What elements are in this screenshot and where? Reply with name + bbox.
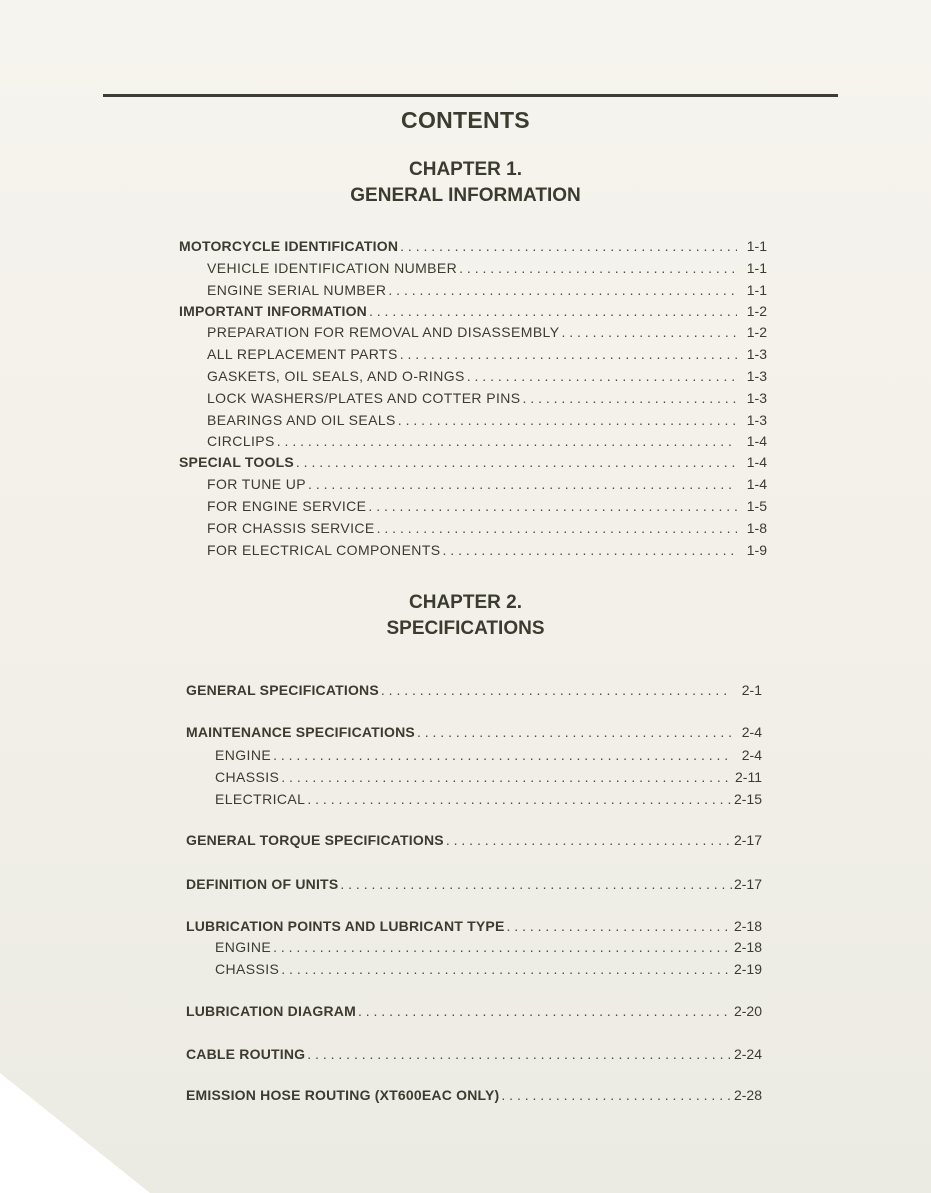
toc-entry — [207, 540, 767, 560]
dot-leader — [459, 258, 737, 278]
toc-entry-page: 2-17 — [733, 876, 762, 892]
toc-entry-label: ENGINE — [215, 939, 272, 955]
dot-leader — [561, 322, 737, 342]
toc-entry-page: 2-28 — [733, 1087, 762, 1103]
toc-entry — [179, 301, 767, 321]
toc-entry-page: 1-4 — [746, 454, 767, 470]
toc-entry — [207, 496, 767, 516]
toc-entry-label: FOR ENGINE SERVICE — [207, 498, 367, 514]
dot-leader — [501, 1085, 732, 1105]
toc-entry-label: CABLE ROUTING — [186, 1046, 306, 1062]
toc-entry-label: CHASSIS — [215, 961, 280, 977]
toc-entry — [207, 431, 767, 451]
dot-leader — [358, 1001, 732, 1021]
toc-entry-label: CHASSIS — [215, 769, 280, 785]
toc-entry-page: 2-4 — [741, 747, 762, 763]
dot-leader — [281, 767, 732, 787]
dot-leader — [507, 916, 732, 936]
dot-leader — [273, 745, 732, 765]
toc-entry-label: GENERAL TORQUE SPECIFICATIONS — [186, 832, 444, 848]
dot-leader — [369, 301, 737, 321]
dot-leader — [443, 540, 737, 560]
dot-leader — [377, 518, 737, 538]
dot-leader — [368, 496, 737, 516]
toc-entry-label: MAINTENANCE SPECIFICATIONS — [186, 724, 415, 740]
toc-entry-label: LOCK WASHERS/PLATES AND COTTER PINS — [207, 390, 521, 406]
dot-leader — [400, 236, 737, 256]
toc-entry-page: 2-15 — [733, 791, 762, 807]
toc-entry-label: FOR CHASSIS SERVICE — [207, 520, 375, 536]
toc-entry-label: BEARINGS AND OIL SEALS — [207, 412, 396, 428]
toc-entry-page: 1-9 — [746, 542, 767, 558]
toc-entry — [207, 474, 767, 494]
toc-entry — [215, 745, 762, 765]
toc-entry-label: LUBRICATION DIAGRAM — [186, 1003, 356, 1019]
toc-entry-label: SPECIAL TOOLS — [179, 454, 294, 470]
toc-entry — [215, 937, 762, 957]
toc-entry-page: 1-3 — [746, 368, 767, 384]
toc-entry-page: 2-18 — [733, 939, 762, 955]
toc-entry-label: GASKETS, OIL SEALS, AND O-RINGS — [207, 368, 465, 384]
dot-leader — [446, 830, 732, 850]
toc-entry — [186, 830, 762, 850]
toc-entry-page: 1-3 — [746, 412, 767, 428]
toc-entry-label: LUBRICATION POINTS AND LUBRICANT TYPE — [186, 918, 505, 934]
chapter-1-number: CHAPTER 1. — [409, 159, 522, 180]
toc-entry-page: 1-4 — [746, 433, 767, 449]
toc-entry — [186, 1044, 762, 1064]
dot-leader — [417, 722, 732, 742]
toc-entry-label: ENGINE — [215, 747, 272, 763]
toc-entry-label: FOR TUNE UP — [207, 476, 307, 492]
toc-entry — [207, 280, 767, 300]
toc-entry-page: 1-1 — [746, 260, 767, 276]
toc-entry-page: 1-3 — [746, 346, 767, 362]
toc-entry-label: CIRCLIPS — [207, 433, 275, 449]
toc-entry — [186, 680, 762, 700]
toc-entry — [207, 518, 767, 538]
chapter-2-title: SPECIFICATIONS — [386, 618, 545, 639]
toc-entry — [186, 722, 762, 742]
toc-entry-page: 1-2 — [746, 324, 767, 340]
dot-leader — [398, 410, 737, 430]
toc-entry — [186, 1001, 762, 1021]
dot-leader — [281, 959, 732, 979]
toc-entry-label: GENERAL SPECIFICATIONS — [186, 682, 379, 698]
toc-entry-label: ENGINE SERIAL NUMBER — [207, 282, 387, 298]
page-title: CONTENTS — [401, 107, 530, 133]
toc-entry — [179, 452, 767, 472]
toc-entry-page: 2-20 — [733, 1003, 762, 1019]
toc-entry — [186, 1085, 762, 1105]
dot-leader — [388, 280, 737, 300]
toc-entry-page: 2-19 — [733, 961, 762, 977]
toc-entry — [207, 258, 767, 278]
toc-entry-page: 1-1 — [746, 282, 767, 298]
toc-entry-page: 2-4 — [741, 724, 762, 740]
toc-entry-page: 1-1 — [746, 238, 767, 254]
toc-entry-label: ALL REPLACEMENT PARTS — [207, 346, 398, 362]
toc-entry — [215, 789, 762, 809]
toc-entry-page: 1-8 — [746, 520, 767, 536]
toc-entry-page: 2-1 — [741, 682, 762, 698]
toc-entry-label: IMPORTANT INFORMATION — [179, 303, 367, 319]
dot-leader — [277, 431, 737, 451]
toc-entry-label: PREPARATION FOR REMOVAL AND DISASSEMBLY — [207, 324, 560, 340]
toc-entry-label: EMISSION HOSE ROUTING (XT600EAC ONLY) — [186, 1087, 500, 1103]
toc-entry-label: DEFINITION OF UNITS — [186, 876, 339, 892]
toc-entry — [207, 366, 767, 386]
toc-entry-page: 2-17 — [733, 832, 762, 848]
dot-leader — [273, 937, 732, 957]
toc-entry-label: FOR ELECTRICAL COMPONENTS — [207, 542, 441, 558]
toc-entry — [207, 322, 767, 342]
toc-entry-page: 2-11 — [735, 769, 762, 785]
toc-entry-label: ELECTRICAL — [215, 791, 306, 807]
dot-leader — [523, 388, 737, 408]
toc-entry-label: MOTORCYCLE IDENTIFICATION — [179, 238, 399, 254]
toc-entry — [215, 767, 762, 787]
dot-leader — [467, 366, 737, 386]
toc-entry-page: 2-24 — [733, 1046, 762, 1062]
toc-entry — [186, 916, 762, 936]
toc-entry — [207, 410, 767, 430]
toc-entry-page: 2-18 — [733, 918, 762, 934]
dot-leader — [307, 789, 732, 809]
chapter-2-number: CHAPTER 2. — [409, 592, 522, 613]
dot-leader — [340, 874, 732, 894]
dot-leader — [296, 452, 737, 472]
chapter-1-title: GENERAL INFORMATION — [350, 185, 581, 206]
dot-leader — [307, 1044, 732, 1064]
dot-leader — [400, 344, 737, 364]
dot-leader — [381, 680, 732, 700]
toc-entry — [215, 959, 762, 979]
toc-entry-page: 1-2 — [746, 303, 767, 319]
toc-entry — [179, 236, 767, 256]
toc-entry — [207, 388, 767, 408]
toc-entry-page: 1-4 — [746, 476, 767, 492]
dot-leader — [308, 474, 737, 494]
toc-entry — [186, 874, 762, 894]
toc-entry — [207, 344, 767, 364]
toc-entry-page: 1-5 — [746, 498, 767, 514]
toc-entry-page: 1-3 — [746, 390, 767, 406]
toc-entry-label: VEHICLE IDENTIFICATION NUMBER — [207, 260, 458, 276]
